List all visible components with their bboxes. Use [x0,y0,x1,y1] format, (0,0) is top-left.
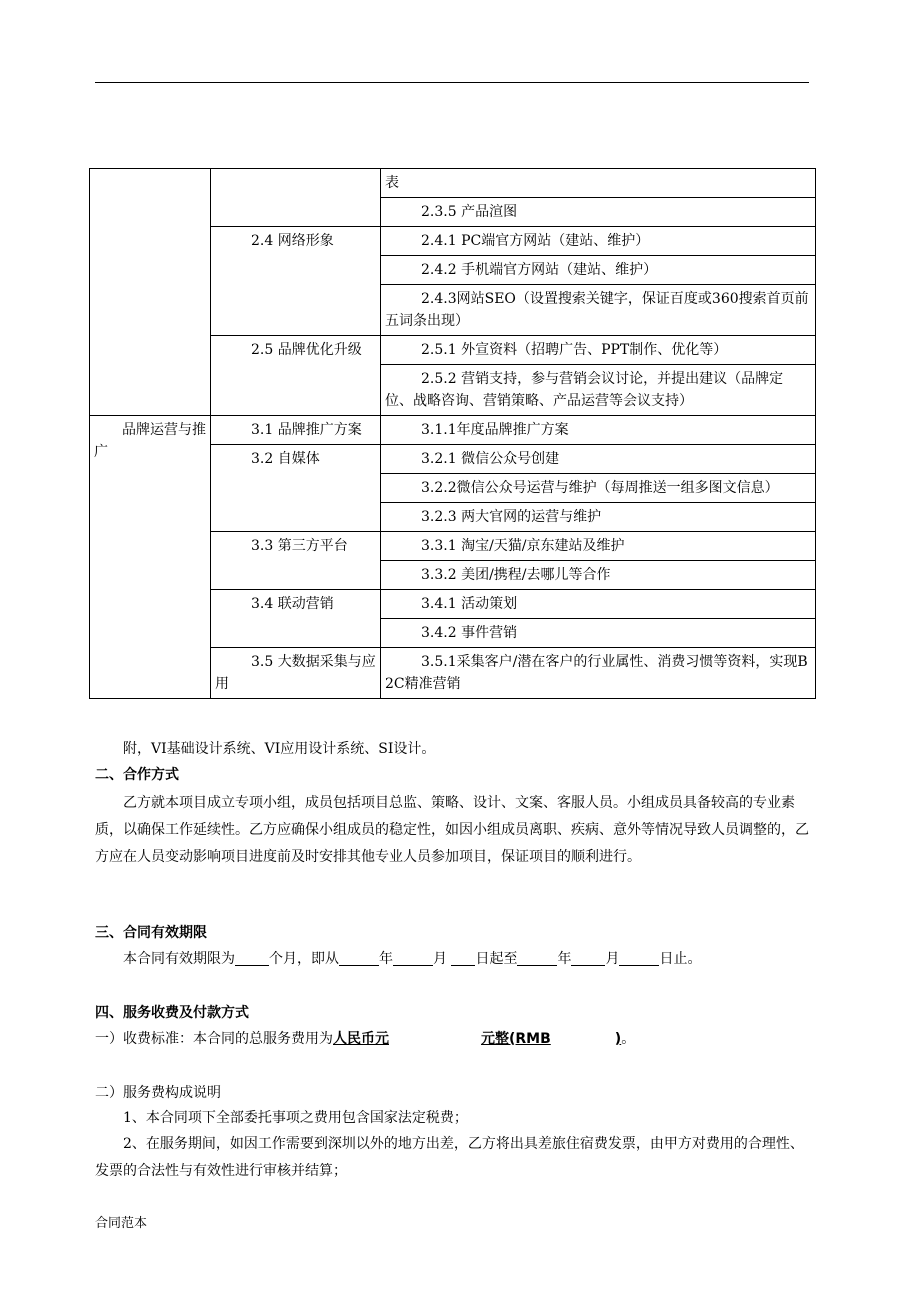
blank-field [571,949,605,966]
table-cell: 品牌运营与推广 [90,416,211,699]
table-cell: 2.3.5 产品渲图 [381,198,816,227]
table-cell: 3.3.1 淘宝/天猫/京东建站及维护 [381,532,816,561]
list-item: 2、在服务期间，如因工作需要到深圳以外的地方出差，乙方将出具差旅住宿费发票，由甲方对费用的合理性、发票的合法性与有效性进行审核并结算； [95,1136,804,1179]
table-cell: 3.4.2 事件营销 [381,619,816,648]
table-cell: 2.4.1 PC端官方网站（建站、维护） [381,227,816,256]
fee-composition-heading: 二）服务费构成说明 [95,1085,221,1101]
fee-end-text: 。 [621,1031,636,1047]
validity-text: 日止。 [659,951,702,967]
validity-text: 年 [379,951,393,967]
table-cell: 2.4.3网站SEO（设置搜索关键字，保证百度或360搜索首页前五词条出现） [381,285,816,336]
header-rule [95,82,809,83]
appendix-note: 附，VI基础设计系统、VI应用设计系统、SI设计。 [123,741,436,757]
validity-text: 日起至 [475,951,518,967]
section-heading: 四、服务收费及付款方式 [95,1005,249,1021]
table-cell: 3.1.1年度品牌推广方案 [381,416,816,445]
table-cell: 3.3.2 美团/携程/去哪儿等合作 [381,561,816,590]
fee-rmb-text: 人民币元 [333,1031,389,1047]
section-heading: 三、合同有效期限 [95,925,207,941]
table-cell: 3.2 自媒体 [211,445,381,532]
table-cell [211,169,381,227]
section-paragraph: 乙方就本项目成立专项小组，成员包括项目总监、策略、设计、文案、客服人员。小组成员具备较高的专业素质，以确保工作延续性。乙方应确保小组成员的稳定性，如因小组成员离职、疾病、意外等情况导致人员调整的，乙方应在人员变动影响项目进度前及时安排其他专业人员参加项目，保证项目的顺利进行。 [95,795,809,865]
table-cell: 3.5.1采集客户/潜在客户的行业属性、消费习惯等资料，实现B2C精准营销 [381,648,816,699]
blank-field [451,949,475,966]
table-row [90,416,816,445]
table-cell: 3.2.3 两大官网的运营与维护 [381,503,816,532]
table-cell [90,169,211,416]
table-cell: 2.5 品牌优化升级 [211,336,381,416]
table-cell: 3.5 大数据采集与应用 [211,648,381,699]
validity-text: 个月，即从 [269,951,339,967]
validity-text: 本合同有效期限为 [123,951,235,967]
fee-standard [95,1026,815,1052]
table-row [90,169,816,198]
blank-field [339,949,379,966]
validity-text: 月 [433,951,447,967]
blank-field [235,949,269,966]
validity-text: 月 [605,951,620,967]
table-cell: 2.4 网络形象 [211,227,381,336]
table-cell: 2.5.2 营销支持，参与营销会议讨论，并提出建议（品牌定位、战略咨询、营销策略、产品运营等会议支持） [381,365,816,416]
blank-field [619,949,659,966]
service-plan-table [89,168,816,699]
validity-sentence [95,946,815,972]
blank-field [393,949,433,966]
table-cell: 3.4.1 活动策划 [381,590,816,619]
table-cell: 3.2.1 微信公众号创建 [381,445,816,474]
table-cell: 2.4.2 手机端官方网站（建站、维护） [381,256,816,285]
table-cell: 3.1 品牌推广方案 [211,416,381,445]
fee-label: 一）收费标准：本合同的总服务费用为 [95,1031,333,1047]
fee-zheng-text: 元整(RMB [481,1031,551,1047]
table-cell: 2.5.1 外宣资料（招聘广告、PPT制作、优化等） [381,336,816,365]
section-heading: 二、合作方式 [95,767,179,783]
list-item: 1、本合同项下全部委托事项之费用包含国家法定税费； [123,1110,468,1126]
table-cell: 3.3 第三方平台 [211,532,381,590]
table-cell: 表 [381,169,816,198]
fee-amount-underline [333,1031,621,1047]
table-cell: 3.4 联动营销 [211,590,381,648]
blank-field [517,949,557,966]
validity-text: 年 [557,951,572,967]
fee-close-text: ) [614,1031,622,1047]
table-cell: 3.2.2微信公众号运营与维护（每周推送一组多图文信息） [381,474,816,503]
page-footer: 合同范本 [95,1216,148,1231]
